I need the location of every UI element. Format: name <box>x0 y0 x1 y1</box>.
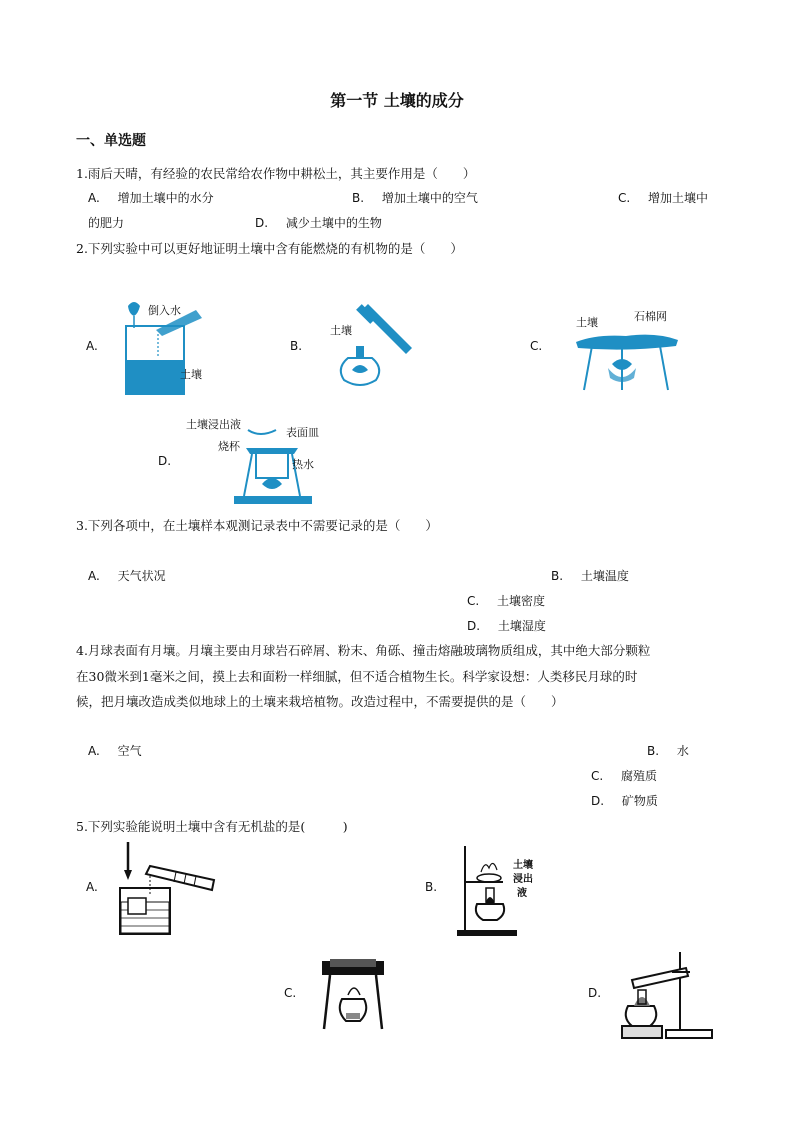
q1-option-d[interactable] <box>255 214 382 231</box>
label-hot-water: 热水 <box>292 458 314 471</box>
section-heading: 一、单选题 <box>76 133 146 149</box>
option-text: 土壤湿度 <box>497 619 546 633</box>
option-text: 减少土壤中的生物 <box>285 216 382 230</box>
q5-option-c-letter[interactable]: C. <box>284 986 297 1000</box>
q4-option-a[interactable] <box>88 742 142 759</box>
q3-option-b[interactable] <box>551 567 629 584</box>
question-4-stem-line-3: 候，把月壤改造成类似地球上的土壤来栽培植物。改造过程中，不需要提供的是（ ） <box>76 694 564 709</box>
option-letter: A. <box>88 569 100 583</box>
option-letter: C. <box>618 191 631 205</box>
q1-option-c-continued: 的肥力 <box>88 216 125 230</box>
label-soil: 土壤 <box>576 316 598 329</box>
q3-option-a[interactable] <box>88 567 166 584</box>
label-watch-glass: 表面皿 <box>286 426 319 439</box>
question-2-stem: 2.下列实验中可以更好地证明土壤中含有能燃烧的有机物的是（ ） <box>76 241 463 256</box>
q5-option-a-letter[interactable]: A. <box>86 880 98 894</box>
option-text: 土壤密度 <box>497 594 546 608</box>
option-text: 水 <box>676 744 689 758</box>
option-text: 腐殖质 <box>621 769 658 783</box>
q2-option-c-diagram <box>572 306 680 396</box>
option-letter: A. <box>88 191 100 205</box>
label-soil: 土壤 <box>330 324 352 337</box>
question-5-stem: 5.下列实验能说明土壤中含有无机盐的是( ) <box>76 819 348 834</box>
question-4-stem-line-1: 4.月球表面有月壤。月壤主要由月球岩石碎屑、粉末、角砾、撞击熔融玻璃物质组成，其中绝大部分颗粒 <box>76 643 651 658</box>
label-soil: 土壤 <box>513 860 533 871</box>
option-letter: A. <box>88 744 100 758</box>
option-text: 空气 <box>117 744 142 758</box>
q2-option-b-diagram <box>326 298 422 392</box>
option-text: 增加土壤中的空气 <box>381 191 478 205</box>
q4-option-c[interactable] <box>591 767 657 784</box>
label-asbestos-net: 石棉网 <box>634 310 667 323</box>
option-text: 增加土壤中的水分 <box>117 191 214 205</box>
q1-option-a[interactable] <box>88 189 214 206</box>
option-letter: B. <box>352 191 365 205</box>
option-text: 天气状况 <box>117 569 166 583</box>
q2-option-a-diagram <box>118 296 218 400</box>
q5-option-d-letter[interactable]: D. <box>588 986 602 1000</box>
q1-option-c[interactable] <box>618 189 708 206</box>
q1-option-b[interactable] <box>352 189 478 206</box>
q4-option-b[interactable] <box>647 742 689 759</box>
q4-option-d[interactable] <box>591 792 658 809</box>
page-title: 第一节 土壤的成分 <box>330 91 464 110</box>
q2-option-a-letter[interactable]: A. <box>86 339 98 353</box>
label-pour-water: 倒入水 <box>148 304 181 317</box>
q5-option-b-letter[interactable]: B. <box>425 880 438 894</box>
option-text: 土壤温度 <box>580 569 629 583</box>
q3-option-d[interactable] <box>467 617 546 634</box>
question-3-stem: 3.下列各项中，在土壤样本观测记录表中不需要记录的是（ ） <box>76 518 438 533</box>
option-letter: C. <box>591 769 604 783</box>
option-letter: D. <box>591 794 605 808</box>
q5-option-b-diagram <box>455 842 555 938</box>
q2-option-b-letter[interactable]: B. <box>290 339 303 353</box>
q2-option-d-diagram <box>186 414 326 506</box>
q2-option-d-letter[interactable]: D. <box>158 454 172 468</box>
q3-option-c[interactable] <box>467 592 545 609</box>
label-beaker: 烧杯 <box>218 440 240 453</box>
label-liquid: 液 <box>517 888 527 899</box>
option-text: 矿物质 <box>621 794 658 808</box>
option-text: 增加土壤中 <box>648 191 709 205</box>
label-soil-extract: 土壤浸出液 <box>186 418 241 431</box>
option-letter: B. <box>647 744 660 758</box>
question-4-stem-line-2: 在30微米到1毫米之间，摸上去和面粉一样细腻，但不适合植物生长。科学家设想：人类移民月球的时 <box>76 669 638 684</box>
label-soil: 土壤 <box>180 368 202 381</box>
label-extract: 浸出 <box>513 874 533 885</box>
option-letter: B. <box>551 569 564 583</box>
option-letter: D. <box>467 619 481 633</box>
q5-option-c-diagram <box>316 955 396 1033</box>
option-letter: D. <box>255 216 269 230</box>
q5-option-a-diagram <box>116 840 222 938</box>
option-letter: C. <box>467 594 480 608</box>
q5-option-d-diagram <box>612 950 716 1040</box>
question-1-stem: 1.雨后天晴，有经验的农民常给农作物中耕松土，其主要作用是（ ） <box>76 166 476 181</box>
q2-option-c-letter[interactable]: C. <box>530 339 543 353</box>
